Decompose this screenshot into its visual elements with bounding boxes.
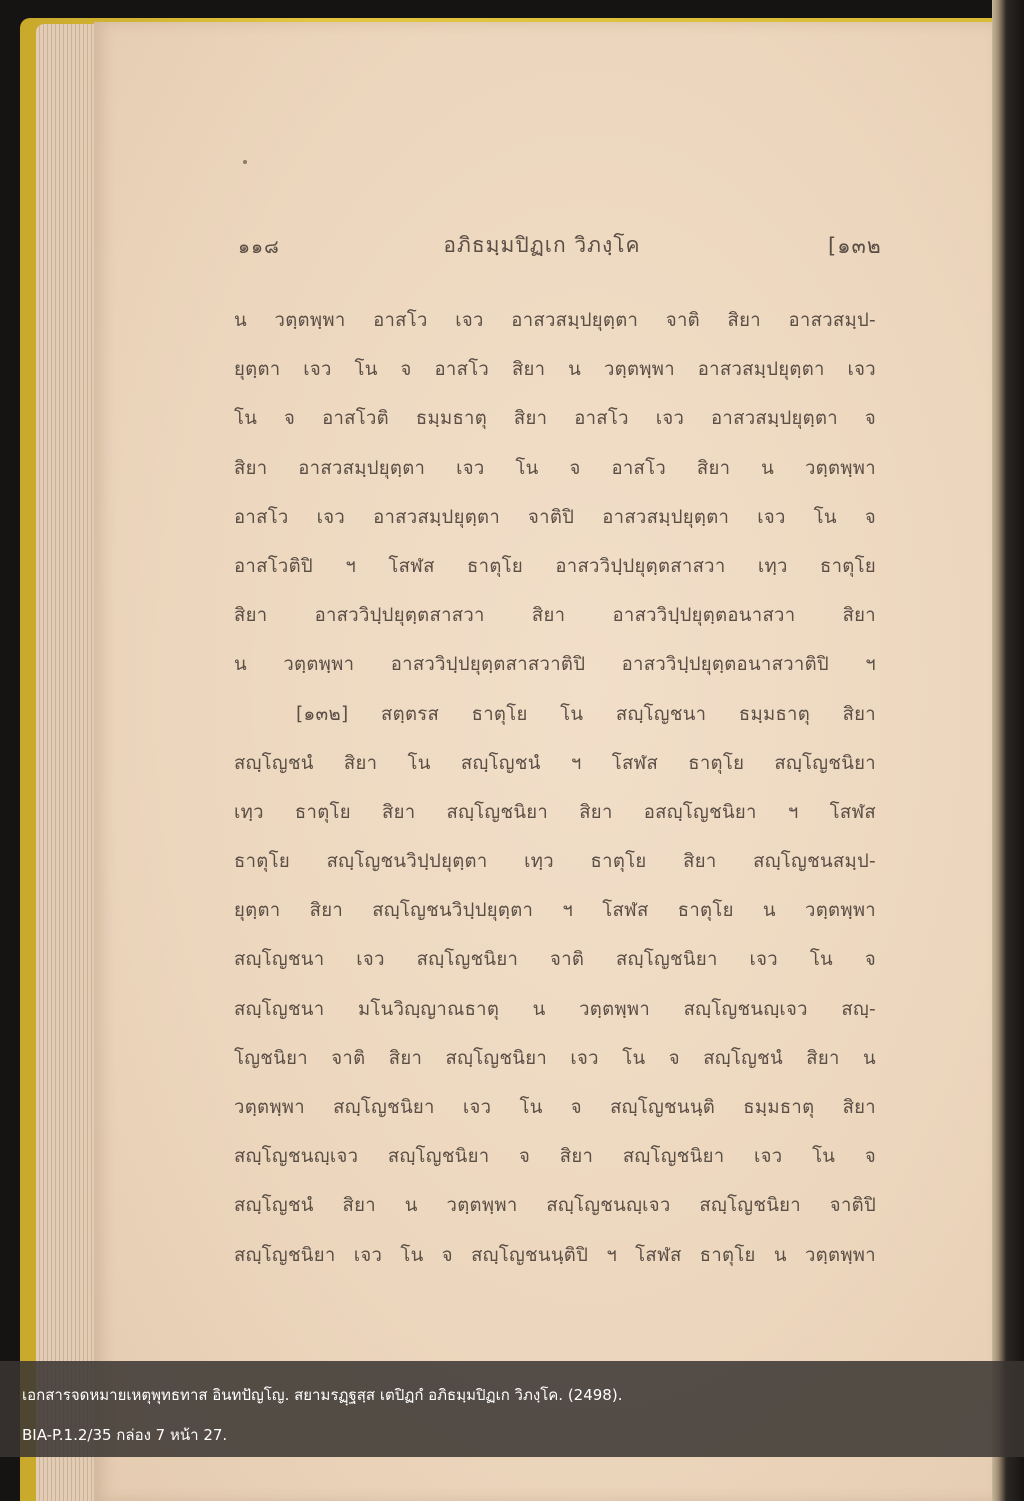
text-line: โญชนิยา จาติ สิยา สญฺโญชนิยา เจว โน จ สญฺโญชนํ สิยา น [234, 1047, 876, 1069]
text-line: น วตฺตพฺพา อาสววิปฺปยุตฺตสาสวาติปิ อาสววิปฺปยุตฺตอนาสวาติปิ ฯ [234, 654, 876, 676]
paper-speck [243, 160, 247, 164]
text-line: สิยา อาสววิปฺปยุตฺตสาสวา สิยา อาสววิปฺปยุตฺตอนาสวา สิยา [234, 605, 876, 627]
text-line: น วตฺตพฺพา อาสโว เจว อาสวสมฺปยุตฺตา จาติ สิยา อาสวสมฺป- [234, 310, 876, 331]
page-number: ๑๑๘ [238, 236, 280, 258]
text-line: อาสโวติปิ ฯ โสฬส ธาตุโย อาสววิปฺปยุตฺตสาสวา เทฺว ธาตุโย [234, 555, 876, 577]
text-line: วตฺตพฺพา สญฺโญชนิยา เจว โน จ สญฺโญชนนฺติ ธมฺมธาตุ สิยา [234, 1097, 876, 1118]
text-line: ยุตฺตา สิยา สญฺโญชนวิปฺปยุตฺตา ฯ โสฬส ธาตุโย น วตฺตพฺพา [234, 900, 876, 922]
text-line: สญฺโญชนํ สิยา น วตฺตพฺพา สญฺโญชนญฺเจว สญฺโญชนิยา จาติปิ [234, 1195, 876, 1217]
caption-reference: BIA-P.1.2/35 กล่อง 7 หน้า 27. [22, 1426, 228, 1444]
text-line: เทฺว ธาตุโย สิยา สญฺโญชนิยา สิยา อสญฺโญชนิยา ฯ โสฬส [234, 801, 876, 823]
running-title: อภิธมฺมปิฏเก วิภงฺโค [443, 233, 641, 257]
section-reference: [๑๓๒ [828, 234, 882, 258]
text-line: สญฺโญชนา มโนวิญฺญาณธาตุ น วตฺตพฺพา สญฺโญชนญฺเจว สญฺ- [234, 998, 876, 1020]
text-line: สญฺโญชนิยา เจว โน จ สญฺโญชนนฺติปิ ฯ โสฬส ธาตุโย น วตฺตพฺพา [234, 1244, 876, 1266]
page-body-text [234, 296, 876, 1280]
text-line: ธาตุโย สญฺโญชนวิปฺปยุตฺตา เทฺว ธาตุโย สิยา สญฺโญชนสมฺป- [234, 851, 876, 873]
text-line: ยุตฺตา เจว โน จ อาสโว สิยา น วตฺตพฺพา อาสวสมฺปยุตฺตา เจว [234, 359, 876, 381]
text-line: สญฺโญชนญฺเจว สญฺโญชนิยา จ สิยา สญฺโญชนิยา เจว โน จ [234, 1146, 876, 1168]
text-line: สญฺโญชนา เจว สญฺโญชนิยา จาติ สญฺโญชนิยา เจว โน จ [234, 949, 876, 971]
back-cover-edge [992, 0, 1024, 1501]
caption-citation: เอกสารจดหมายเหตุพุทธทาส อินทปัญโญ. สยามรฏฺฐสฺส เตปิฏกํ อภิธมฺมปิฏเก วิภงฺโค. (2498). [22, 1386, 623, 1404]
section-start-line: [๑๓๒] สตฺตรส ธาตุโย โน สญฺโญชนา ธมฺมธาตุ สิยา [296, 703, 876, 725]
text-line: สญฺโญชนํ สิยา โน สญฺโญชนํ ฯ โสฬส ธาตุโย สญฺโญชนิยา [234, 752, 876, 774]
archive-caption [0, 1361, 1024, 1457]
text-line: โน จ อาสโวติ ธมฺมธาตุ สิยา อาสโว เจว อาสวสมฺปยุตฺตา จ [234, 408, 876, 430]
text-line: สิยา อาสวสมฺปยุตฺตา เจว โน จ อาสโว สิยา น วตฺตพฺพา [234, 457, 876, 479]
text-line: อาสโว เจว อาสวสมฺปยุตฺตา จาติปิ อาสวสมฺปยุตฺตา เจว โน จ [234, 506, 876, 528]
